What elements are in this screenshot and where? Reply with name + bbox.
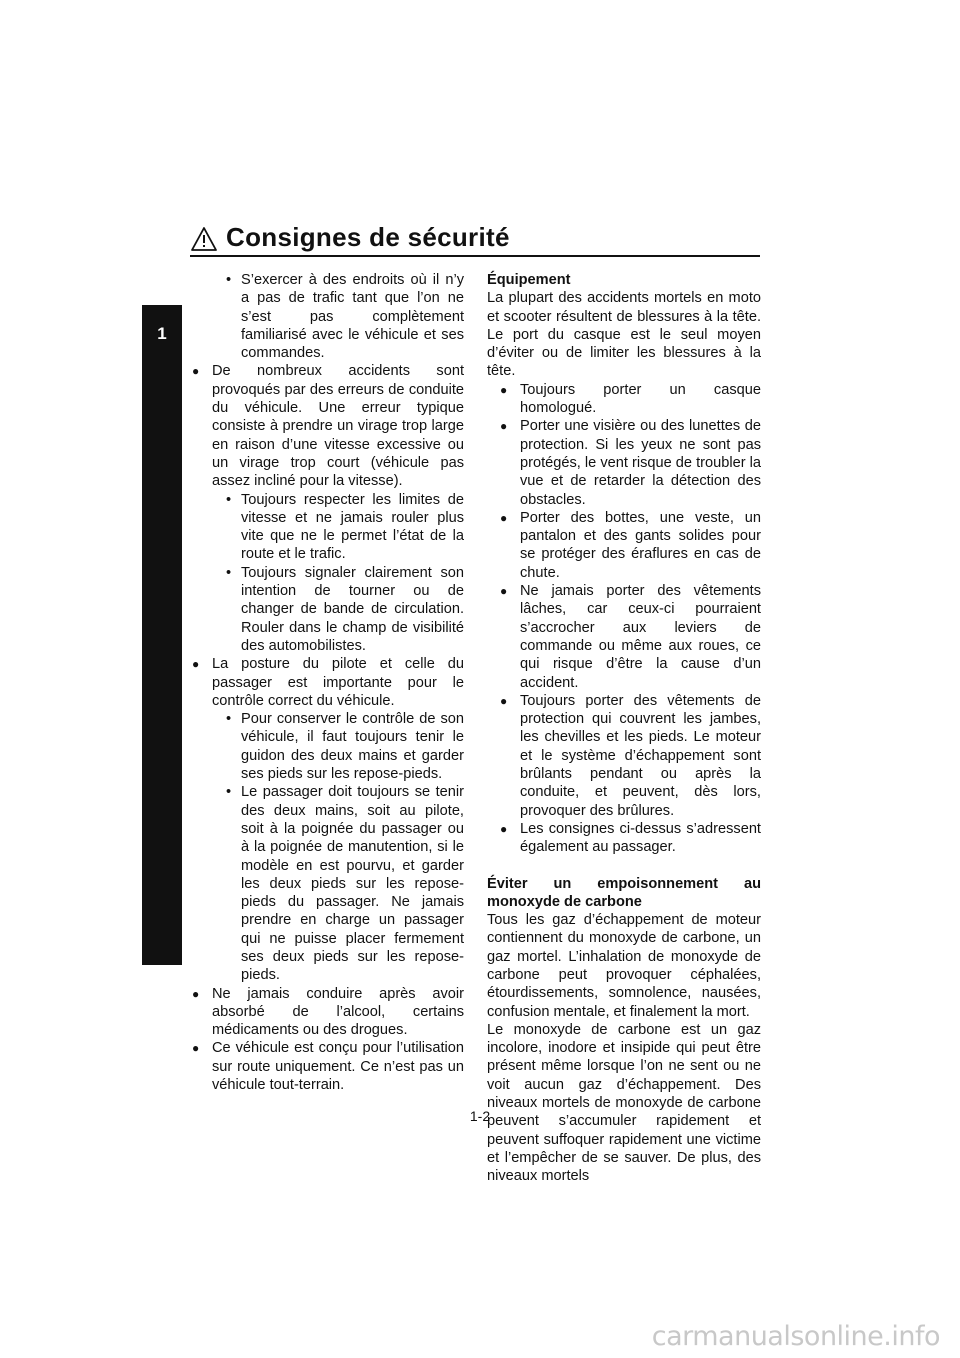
- bullet-item: ● Les consignes ci-dessus s’adressent également au passager.: [500, 820, 761, 856]
- page-number: 1-2: [469, 1108, 491, 1124]
- dot-bullet: •: [226, 711, 232, 728]
- bullet-item: ● La posture du pilote et celle du passager est importante pour le contrôle correct du véhicule.: [192, 656, 464, 709]
- bullet-item: ● De nombreux accidents sont provoqués par des erreurs de conduite du véhicule. Une erreur typique consiste à prendre un virage trop large en raison d’une vitesse excessive ou un virage trop court (véhicule pas assez incliné pour la vitesse).: [192, 363, 464, 490]
- chapter-number: 1: [157, 324, 167, 343]
- equipment-heading: Équipement: [487, 272, 571, 288]
- sub-bullet-item: • Le passager doit toujours se tenir des deux mains, soit au pilote, soit à la poignée du passager ou à la poignée de manutention, si le modèle en est pourvu, et garder les deux pieds sur les repose-pieds du passager. Ne jamais prendre en charge un passager qui ne puisse placer fermement ses deux pieds sur les repose-pieds.: [226, 784, 464, 984]
- bullet-icon: ●: [500, 382, 508, 397]
- bullet-item: ● Ne jamais porter des vêtements lâches, car ceux-ci pourraient s’accrocher aux leviers de commande ou même aux roues, ce qui risque d’être la cause d’un accident.: [500, 583, 761, 691]
- sub-bullet-item: • Toujours respecter les limites de vitesse et ne jamais rouler plus vite que ne le permet l’état de la route et le trafic.: [226, 491, 464, 563]
- co-paragraph: Tous les gaz d’échappement de moteur contiennent du monoxyde de carbone, un gaz mortel. L’inhalation de monoxyde de carbone peut provoquer céphalées, étourdissements, somnolence, nausées, confusion mentale, et finalement la mort.: [487, 912, 761, 1020]
- bullet-icon: ●: [500, 510, 508, 525]
- bullet-item: ● Porter une visière ou des lunettes de protection. Si les yeux ne sont pas protégés, le vent risque de troubler la vue et de retarder la détection des obstacles.: [500, 418, 761, 508]
- bullet-icon: ●: [500, 693, 508, 708]
- bullet-icon: ●: [192, 657, 200, 672]
- sub-bullet-item: • Pour conserver le contrôle de son véhicule, il faut toujours tenir le guidon des deux mains et garder ses pieds sur les repose-pieds.: [226, 711, 464, 783]
- page-header: [190, 222, 760, 256]
- dot-bullet: •: [226, 491, 232, 508]
- page-title: Consignes de sécurité: [226, 222, 510, 252]
- bullet-icon: ●: [192, 364, 200, 379]
- bullet-item: ● Porter des bottes, une veste, un pantalon et des gants solides pour se protéger des éraflures en cas de chute.: [500, 509, 761, 581]
- dot-bullet: •: [226, 272, 232, 288]
- bullet-icon: ●: [192, 1041, 200, 1056]
- bullet-item: ● Ne jamais conduire après avoir absorbé de l’alcool, certains médicaments ou des drogues.: [192, 985, 464, 1039]
- header-rule: [190, 255, 760, 257]
- sub-bullet-item: • S’exercer à des endroits où il n’y a pas de trafic tant que l’on ne s’est pas complètement familiarisé avec le véhicule et ses commandes.: [226, 272, 464, 362]
- bullet-icon: ●: [500, 584, 508, 599]
- dot-bullet: •: [226, 784, 232, 801]
- bullet-item: ● Toujours porter un casque homologué.: [500, 381, 761, 417]
- equipment-intro: La plupart des accidents mortels en moto et scooter résultent de blessures à la tête. Le port du casque est le seul moyen d’éviter ou de limiter les blessures à la tête.: [487, 290, 761, 380]
- left-column: [190, 271, 464, 1094]
- bullet-icon: ●: [500, 821, 508, 836]
- spacer: [487, 857, 761, 875]
- chapter-tab: [142, 305, 182, 965]
- right-column: [487, 271, 761, 1186]
- warning-triangle-icon: [190, 226, 218, 252]
- bullet-item: ● Ce véhicule est conçu pour l’utilisation sur route uniquement. Ce n’est pas un véhicule tout-terrain.: [192, 1040, 464, 1094]
- bullet-icon: ●: [500, 419, 508, 434]
- watermark: carmanualsonline.info: [651, 1321, 940, 1352]
- co-heading: Éviter un empoisonnement au monoxyde de carbone: [487, 875, 761, 910]
- bullet-item: ● Toujours porter des vêtements de protection qui couvrent les jambes, les chevilles et les pieds. Le moteur et le système d’échappement sont brûlants pendant ou après la conduite, et peuvent, dès lors, provoquer des brûlures.: [500, 692, 761, 819]
- sub-bullet-item: • Toujours signaler clairement son intention de tourner ou de changer de bande de circulation. Rouler dans le champ de visibilité des automobilistes.: [226, 564, 464, 654]
- bullet-icon: ●: [192, 986, 200, 1001]
- dot-bullet: •: [226, 564, 232, 581]
- co-paragraph: Le monoxyde de carbone est un gaz incolore, inodore et insipide qui peut être présent même lorsque l’on ne sent ou ne voit aucun gaz d’échappement. Des niveaux mortels de monoxyde de carbone peuvent s’accumuler rapidement et peuvent suffoquer rapidement une victime et l’empêcher de se sauver. De plus, des niveaux mortels: [487, 1021, 761, 1185]
